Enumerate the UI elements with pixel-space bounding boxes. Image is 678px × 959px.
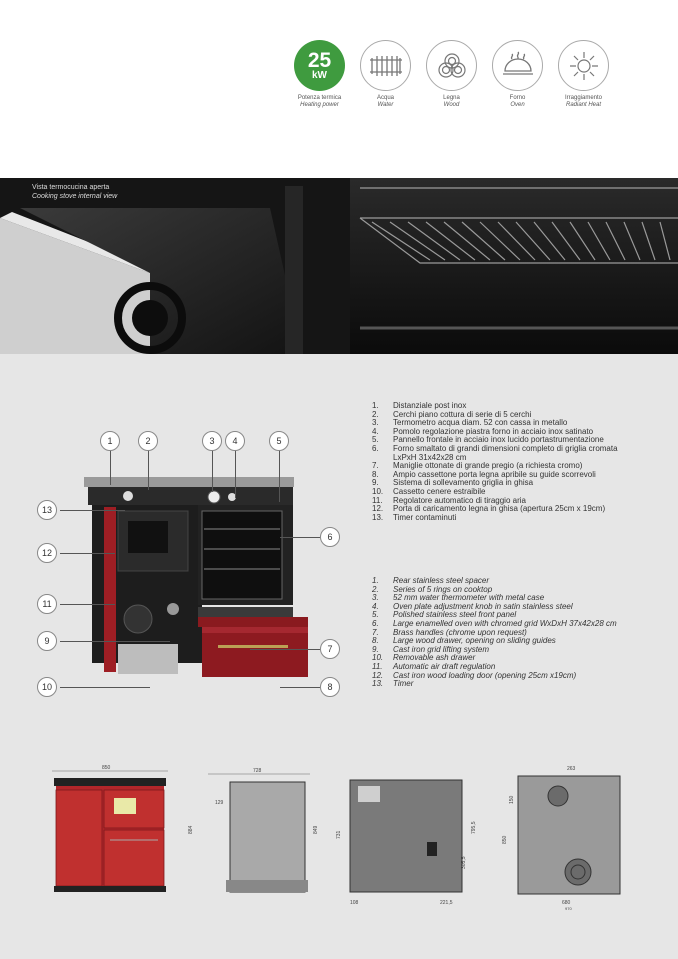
wood-label-it: Legna: [443, 95, 460, 101]
open-loading-door: [104, 507, 116, 672]
power-value: 25: [307, 48, 332, 72]
callout-6: 6: [320, 527, 340, 547]
dim-side-height: 849: [313, 825, 319, 834]
radiant-label-en: Radiant Heat: [565, 102, 602, 108]
water-label-it: Acqua: [376, 95, 394, 101]
list-item: 13. Timer contaminuti: [372, 512, 457, 522]
callout-1: 1: [100, 431, 120, 451]
dim-back-height: 731: [336, 830, 342, 839]
list-item: 8. Large wood drawer, opening on sliding guides: [372, 636, 556, 646]
wood-drawer: [202, 627, 308, 677]
callout-3: 3: [202, 431, 222, 451]
feature-power: [293, 40, 346, 109]
top-view-drawing: [502, 766, 620, 911]
dim-top-depth: 263: [567, 766, 576, 772]
list-item: LxPxH 31x42x28 cm: [393, 452, 467, 462]
list-item: 2. Series of 5 rings on cooktop: [372, 584, 493, 594]
list-item: 10. Cassetto cenere estraibile: [372, 486, 486, 496]
list-item: 13. Timer: [372, 679, 414, 689]
dim-back-width: 221,5: [440, 900, 453, 906]
parts-list-it: [372, 402, 672, 522]
oven-dish-icon: [492, 40, 543, 91]
list-item: 1. Distanziale post inox: [372, 401, 467, 410]
list-item: 3. 52 mm water thermometer with metal case: [372, 593, 545, 603]
back-view-drawing: [336, 780, 477, 906]
radiant-label-it: Irraggiamento: [564, 95, 603, 101]
list-item: 7. Brass handles (chrome upon request): [372, 627, 527, 637]
feature-oven: [491, 40, 544, 109]
callout-7: 7: [320, 639, 340, 659]
feature-icons: [293, 40, 610, 109]
callout-10: 10: [37, 677, 57, 697]
dim-top-width: 680: [562, 900, 571, 906]
feature-wood: [425, 40, 478, 109]
list-item: 5. Polished stainless steel front panel: [372, 610, 517, 620]
list-item: 6. Large enamelled oven with chromed grid WxDxH 37x42x28 cm: [372, 618, 617, 628]
dim-front-width: 850: [102, 765, 111, 771]
power-label-it: Potenza termica: [297, 95, 342, 101]
list-item: 9. Cast iron grid lifting system: [372, 644, 490, 654]
timer-knob: [123, 491, 133, 501]
list-item: 10. Removable ash drawer: [372, 653, 476, 663]
dim-side-offset: 129: [215, 800, 224, 806]
list-item: 1. Rear stainless steel spacer: [372, 576, 490, 585]
callout-12: 12: [37, 543, 57, 563]
front-view-drawing: [52, 765, 168, 892]
dim-back-depth: 108: [350, 900, 359, 906]
feature-radiant: [557, 40, 610, 109]
list-item: 4. Pomolo regolazione piastra forno in acciaio inox satinato: [372, 426, 594, 436]
callout-11: 11: [37, 594, 57, 614]
oven-label-it: Forno: [509, 95, 526, 101]
dim-top-height: 850: [502, 835, 508, 844]
dim-side-width: 728: [253, 768, 262, 774]
list-item: 5. Pannello frontale in acciaio inox lucido portastrumentazione: [372, 435, 604, 445]
technical-drawings: [40, 764, 640, 934]
dim-top-sub: 970: [565, 906, 572, 911]
callout-5: 5: [269, 431, 289, 451]
stove-illustration: [78, 469, 308, 709]
power-unit: kW: [312, 69, 327, 81]
callout-13: 13: [37, 500, 57, 520]
list-item: 6. Forno smaltato di grandi dimensioni completo di griglia cromata: [372, 443, 618, 453]
parts-list-en: [372, 577, 672, 689]
power-label-en: Heating power: [300, 102, 339, 108]
dim-top-small: 150: [509, 795, 515, 804]
dim-back-bottom: 305,5: [461, 856, 467, 869]
power-badge: [294, 40, 345, 91]
feature-water: [359, 40, 412, 109]
wood-label-en: Wood: [443, 102, 460, 108]
callout-4: 4: [225, 431, 245, 451]
product-details-section: [0, 354, 678, 959]
sun-icon: [558, 40, 609, 91]
callout-8: 8: [320, 677, 340, 697]
dim-back-inner: 795,5: [471, 821, 477, 834]
list-item: 4. Oven plate adjustment knob in satin stainless steel: [372, 601, 573, 611]
list-item: 9. Sistema di sollevamento griglia in ghisa: [372, 478, 534, 488]
list-item: 11. Regolatore automatico di tiraggio aria: [372, 495, 526, 505]
side-view-drawing: [188, 768, 319, 892]
header-section: [0, 0, 678, 178]
list-item: 8. Ampio cassettone porta legna apribile su guide scorrevoli: [372, 469, 596, 479]
list-item: 12. Cast iron wood loading door (opening 25cm x19cm): [372, 670, 577, 680]
radiator-icon: [360, 40, 411, 91]
list-item: 2. Cerchi piano cottura di serie di 5 cerchi: [372, 409, 532, 419]
oven-label-en: Oven: [510, 102, 525, 108]
dim-side-total: 884: [188, 825, 194, 834]
water-label-en: Water: [377, 102, 394, 108]
ash-drawer: [118, 644, 178, 674]
list-item: 7. Maniglie ottonate di grande pregio (a richiesta cromo): [372, 461, 583, 471]
list-item: 11. Automatic air draft regulation: [372, 661, 496, 671]
wood-logs-icon: [426, 40, 477, 91]
internal-view-image: [0, 178, 678, 354]
internal-view-photo: [0, 178, 678, 354]
callout-2: 2: [138, 431, 158, 451]
list-item: 3. Termometro acqua diam. 52 con cassa in metallo: [372, 418, 568, 428]
photo-caption-it: Vista termocucina aperta: [32, 184, 110, 191]
list-item: 12. Porta di caricamento legna in ghisa (apertura 25cm x 19cm): [372, 504, 606, 514]
photo-caption-en: Cooking stove internal view: [32, 193, 118, 200]
callout-9: 9: [37, 631, 57, 651]
thermometer-gauge: [208, 491, 220, 503]
